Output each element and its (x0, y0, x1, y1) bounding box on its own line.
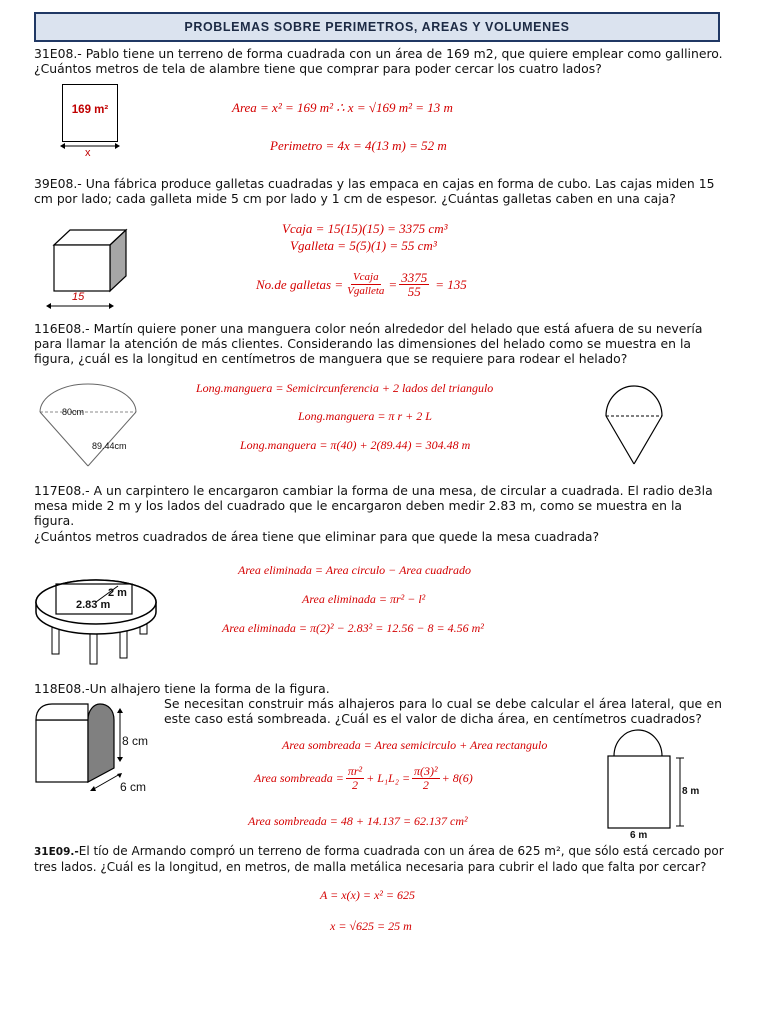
problem-4-text: 117E08.- A un carpintero le encargaron cambiar la forma de una mesa, de circular a cuadrada. El radio de3la mesa mide 2 m y los lados del cuadrado que le encargaron deben medir 2.83 m, como se muestra en la figura. (34, 483, 713, 528)
equation-area: Area = x² = 169 m² ∴ x = √169 m² = 13 m (232, 100, 453, 115)
problem-6-body: El tío de Armando compró un terreno de forma cuadrada con un área de 625 m², que sólo está cercado por tres lados. ¿Cuál es la longitud, en metros, de malla metálica necesaria para cubrir el lado que falta por cercar? (34, 844, 724, 874)
equation-perimeter: Perimetro = 4x = 4(13 m) = 52 m (270, 138, 447, 153)
cone-side-label: 89.44cm (92, 441, 127, 451)
jewelry-box-figure (30, 698, 130, 796)
problem-5-text: Se necesitan construir más alhajeros para lo cual se debe calcular el área lateral, que en este caso está sombreada. ¿Cuál es el valor de dicha área, en centímetros cuadrados? (164, 696, 722, 726)
galletas-frac1-den: Vgalleta (347, 285, 385, 297)
box-height-label: 8 cm (122, 734, 149, 748)
problem-2-text: 39E08.- Una fábrica produce galletas cuadradas y las empaca en cajas en forma de cubo. Las cajas miden 15 cm por lado; cada galleta mide 5 cm por lado y 1 cm de espesor. ¿Cuántas galletas caben en una caja? (34, 176, 715, 206)
problem-3-text: 116E08.- Martín quiere poner una manguera color neón alrededor del helado que está afuera de su nevería para llamar la atención de más clientes. Considerando las dimensiones del helado como se muestra en la figura, ¿cuál es la longitud en centímetros de manguera que se requiere para rodear el helado? (34, 321, 703, 366)
box-front-figure (600, 728, 690, 832)
sombreada-left: Area sombreada = (254, 771, 344, 785)
radius-label: 2 m (108, 587, 127, 599)
problem-6-label: 31E09.- (34, 846, 79, 858)
table-figure (30, 556, 162, 668)
equation-eliminada-1: Area eliminada = Area circulo − Area cuadrado (238, 563, 471, 577)
galletas-frac1-num: Vcaja (352, 271, 379, 283)
front-width-label: 6 m (630, 830, 648, 841)
equation-sombreada-2 (254, 765, 473, 792)
equation-vgalleta: Vgalleta = 5(5)(1) = 55 cm³ (290, 238, 437, 253)
equation-eliminada-2: Area eliminada = πr² − l² (302, 592, 426, 606)
sombreada-right: + 8(6) (441, 771, 473, 785)
sombreada-mid: + L₁L₂ = (366, 771, 411, 785)
icecream-figure-left (32, 380, 144, 472)
equation-sombreada-3: Area sombreada = 48 + 14.137 = 62.137 cm² (248, 814, 468, 828)
equation-sombreada-1: Area sombreada = Area semicirculo + Area rectangulo (282, 738, 548, 752)
equation-eliminada-3: Area eliminada = π(2)² − 2.83² = 12.56 − 8 = 4.56 m² (222, 621, 484, 635)
equation-manguera-2: Long.manguera = π r + 2 L (298, 409, 432, 423)
sombreada-frac2-den: 2 (422, 778, 429, 792)
equation-terreno-1: A = x(x) = x² = 625 (320, 888, 415, 902)
square-figure (62, 84, 118, 142)
galletas-frac2-den: 55 (407, 284, 421, 299)
problem-5-title: 118E08.-Un alhajero tiene la forma de la figura. (34, 681, 330, 696)
equation-galletas: No.de galletas = $\frac{\text{Vcaja}}{\text{Vgalleta}}$ = $\frac{3375}{55}$ = 135 (256, 270, 467, 299)
problem-4-question: ¿Cuántos metros cuadrados de área tiene que eliminar para que quede la mesa cuadrada? (34, 529, 600, 544)
square-side-label: 2.83 m (76, 599, 111, 611)
icecream-figure-right (600, 382, 670, 468)
problem-6-text (34, 844, 724, 875)
diameter-label: 80cm (62, 407, 85, 417)
problem-1-text: 31E08.- Pablo tiene un terreno de forma cuadrada con un área de 169 m2, que quiere emplear como gallinero. ¿Cuántos metros de tela de alambre tiene que comprar para poder cercar los cuatro lados? (34, 46, 723, 76)
cube-figure (40, 226, 140, 314)
equation-vcaja: Vcaja = 15(15)(15) = 3375 cm³ (282, 221, 448, 236)
equation-manguera-1: Long.manguera = Semicircunferencia + 2 lados del triangulo (196, 381, 494, 395)
sombreada-frac1-den: 2 (352, 778, 359, 792)
page-title: PROBLEMAS SOBRE PERIMETROS, AREAS Y VOLUMENES (184, 20, 570, 34)
equation-terreno-2: x = √625 = 25 m (330, 919, 412, 933)
galletas-frac2-num: 3375 (401, 270, 428, 285)
equation-manguera-3: Long.manguera = π(40) + 2(89.44) = 304.48 m (240, 438, 471, 452)
side-label: x (85, 147, 91, 159)
square-area-label: 169 m² (71, 104, 109, 116)
galletas-left: No.de galletas = (256, 276, 344, 292)
box-width-label: 6 cm (120, 780, 147, 794)
sombreada-frac2-num: π(3)² (414, 764, 438, 778)
galletas-result: = 135 (435, 276, 467, 292)
page-header (34, 12, 720, 42)
front-height-label: 8 m (682, 786, 700, 797)
cube-side-label: 15 (72, 291, 85, 303)
sombreada-frac1-num: πr² (347, 764, 363, 778)
